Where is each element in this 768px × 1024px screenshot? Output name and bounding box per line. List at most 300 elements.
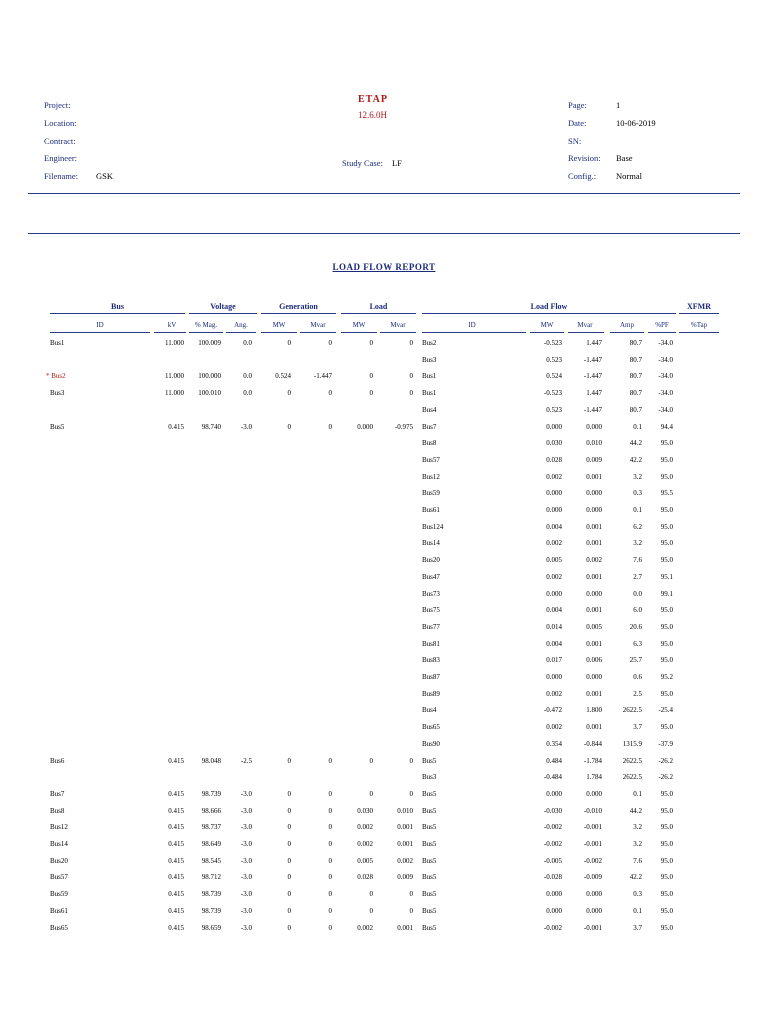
cell-pf: 95.0 <box>660 522 673 531</box>
cell-ang: -3.0 <box>240 823 252 832</box>
cell-ang: -3.0 <box>240 840 252 848</box>
cell-flow-mvar: 0.000 <box>586 589 602 598</box>
cell-kv: 0.415 <box>168 856 184 865</box>
cell-flow-mvar: 0.001 <box>586 689 602 698</box>
cell-load-mvar: 0 <box>409 890 413 899</box>
cell-flow-id: Bus59 <box>422 489 440 498</box>
cell-gen-mw: 0 <box>287 923 291 932</box>
cell-pf: 95.0 <box>660 539 673 548</box>
sub-line-tap <box>679 332 719 333</box>
sub-line-gen-mw <box>261 332 297 333</box>
cell-kv: 11.000 <box>165 372 184 381</box>
cell-amp: 1315.9 <box>622 739 642 748</box>
cell-mag: 98.740 <box>201 422 221 431</box>
cell-flow-mw: 0.002 <box>546 572 562 581</box>
cell-flow-mw: -0.523 <box>543 389 562 398</box>
cell-pf: 95.0 <box>660 455 673 464</box>
col-ang: Ang. <box>234 321 248 329</box>
cell-kv: 0.415 <box>168 890 184 899</box>
group-line-bus <box>50 313 185 314</box>
cell-flow-mvar: 0.001 <box>586 522 602 531</box>
cell-amp: 0.1 <box>633 906 642 915</box>
col-gen-mvar: Mvar <box>310 321 326 329</box>
cell-flow-id: Bus124 <box>422 522 444 531</box>
cell-flow-mvar: -1.784 <box>583 756 602 765</box>
cell-gen-mw: 0 <box>287 422 291 431</box>
cell-pf: 95.2 <box>660 673 673 681</box>
cell-amp: 0.1 <box>633 422 642 431</box>
cell-kv: 0.415 <box>168 906 184 915</box>
cell-flow-mvar: 0.000 <box>586 422 602 431</box>
cell-amp: 6.0 <box>633 606 642 615</box>
cell-pf: -26.2 <box>658 773 673 782</box>
cell-flow-mvar: 0.010 <box>586 439 602 448</box>
cell-gen-mvar: 0 <box>328 923 332 932</box>
cell-pf: 95.0 <box>660 472 673 481</box>
cell-gen-mvar: 0 <box>328 806 332 815</box>
cell-amp: 42.2 <box>629 873 642 882</box>
sub-line-gen-mvar <box>300 332 336 333</box>
cell-mag: 98.545 <box>201 856 221 865</box>
cell-flow-mvar: 0.000 <box>586 506 602 514</box>
cell-flow-id: Bus81 <box>422 639 440 648</box>
cell-flow-id: Bus5 <box>422 873 437 882</box>
cell-flow-mw: 0.354 <box>546 739 562 748</box>
cell-flow-mw: 0.000 <box>546 906 562 915</box>
project-label: Project: <box>44 100 71 110</box>
cell-ang: -3.0 <box>240 906 252 915</box>
cell-flow-mw: 0.000 <box>546 673 562 681</box>
cell-gen-mvar: 0 <box>328 856 332 865</box>
cell-bus-id: Bus65 <box>50 923 68 932</box>
contract-label: Contract: <box>44 136 76 146</box>
cell-flow-mvar: -0.001 <box>583 840 602 848</box>
cell-flow-mw: 0.000 <box>546 506 562 514</box>
cell-flow-mw: 0.002 <box>546 723 562 732</box>
cell-flow-mw: 0.000 <box>546 422 562 431</box>
cell-amp: 0.6 <box>633 673 642 681</box>
cell-flow-mw: 0.000 <box>546 789 562 798</box>
cell-load-mw: 0 <box>369 906 373 915</box>
cell-kv: 0.415 <box>168 823 184 832</box>
cell-bus-id: Bus7 <box>50 789 65 798</box>
cell-load-mvar: 0.001 <box>397 923 413 932</box>
cell-pf: 95.0 <box>660 823 673 832</box>
cell-amp: 0.1 <box>633 506 642 514</box>
cell-gen-mvar: 0 <box>328 422 332 431</box>
cell-ang: -3.0 <box>240 856 252 865</box>
cell-flow-mvar: -1.447 <box>583 355 602 364</box>
cell-ang: -3.0 <box>240 890 252 899</box>
cell-pf: 95.1 <box>660 572 673 581</box>
cell-ang: -3.0 <box>240 806 252 815</box>
cell-flow-mw: -0.472 <box>543 706 562 715</box>
cell-flow-mvar: 0.005 <box>586 622 602 631</box>
cell-flow-mvar: 0.001 <box>586 723 602 732</box>
cell-bus-id: Bus14 <box>50 840 68 848</box>
cell-amp: 44.2 <box>629 439 642 448</box>
cell-ang: 0.0 <box>243 389 252 398</box>
cell-flow-mvar: 0.000 <box>586 489 602 498</box>
cell-pf: 95.0 <box>660 789 673 798</box>
cell-gen-mw: 0 <box>287 756 291 765</box>
cell-load-mw: 0.002 <box>357 840 373 848</box>
cell-flow-mvar: 0.000 <box>586 673 602 681</box>
cell-load-mw: 0.002 <box>357 923 373 932</box>
cell-flow-id: Bus5 <box>422 823 437 832</box>
cell-kv: 0.415 <box>168 840 184 848</box>
cell-ang: 0.0 <box>243 339 252 347</box>
cell-flow-mvar: -0.009 <box>583 873 602 882</box>
cell-ang: -3.0 <box>240 873 252 882</box>
cell-bus-id: Bus5 <box>50 422 65 431</box>
cell-pf: -34.0 <box>658 389 673 398</box>
cell-gen-mw: 0 <box>287 873 291 882</box>
cell-flow-id: Bus5 <box>422 789 437 798</box>
col-amp: Amp <box>620 321 634 329</box>
cell-pf: -37.9 <box>658 739 673 748</box>
sub-line-load-mvar <box>380 332 416 333</box>
sub-line-mag <box>189 332 223 333</box>
cell-kv: 0.415 <box>168 923 184 932</box>
cell-bus-id: Bus8 <box>50 806 65 815</box>
cell-bus-id: Bus57 <box>50 873 68 882</box>
group-generation: Generation <box>279 302 318 311</box>
cell-flow-mw: -0.523 <box>543 339 562 347</box>
cell-kv: 0.415 <box>168 806 184 815</box>
cell-flow-id: Bus5 <box>422 890 437 899</box>
cell-load-mvar: 0.010 <box>397 806 413 815</box>
sub-line-bus-id <box>50 332 150 333</box>
sub-line-flow-id <box>422 332 526 333</box>
cell-load-mvar: 0 <box>409 389 413 398</box>
cell-flow-mw: -0.002 <box>543 823 562 832</box>
cell-flow-mvar: 1.447 <box>586 339 602 347</box>
cell-gen-mvar: 0 <box>328 339 332 347</box>
group-line-voltage <box>189 313 257 314</box>
cell-amp: 2622.5 <box>622 756 642 765</box>
cell-flow-id: Bus73 <box>422 589 440 598</box>
cell-flow-mw: 0.004 <box>546 522 562 531</box>
cell-pf: 95.0 <box>660 873 673 882</box>
cell-pf: 95.0 <box>660 556 673 565</box>
cell-pf: 99.1 <box>660 589 673 598</box>
col-flow-id: ID <box>468 321 476 329</box>
cell-ang: -2.5 <box>240 756 252 765</box>
cell-flow-id: Bus5 <box>422 756 437 765</box>
revision-value: Base <box>616 153 633 163</box>
cell-flow-id: Bus47 <box>422 572 440 581</box>
cell-flow-id: Bus2 <box>422 339 437 347</box>
col-tap: %Tap <box>690 321 708 329</box>
study-case-value: LF <box>392 158 402 168</box>
cell-flow-mvar: 0.006 <box>586 656 602 665</box>
cell-flow-mvar: 1.447 <box>586 389 602 398</box>
cell-amp: 6.2 <box>633 522 642 531</box>
cell-kv: 11.000 <box>165 389 184 398</box>
group-line-load-flow <box>422 313 676 314</box>
cell-flow-id: Bus1 <box>422 372 437 381</box>
sub-line-ang <box>226 332 256 333</box>
cell-flow-mw: 0.000 <box>546 890 562 899</box>
cell-flow-id: Bus1 <box>422 389 437 398</box>
cell-flow-id: Bus14 <box>422 539 440 548</box>
group-line-generation <box>261 313 336 314</box>
col-flow-mvar: Mvar <box>577 321 593 329</box>
cell-bus-id: * Bus2 <box>46 372 66 381</box>
sn-label: SN: <box>568 136 582 146</box>
cell-amp: 80.7 <box>629 389 642 398</box>
cell-gen-mw: 0 <box>287 823 291 832</box>
cell-bus-id: Bus20 <box>50 856 68 865</box>
cell-flow-mvar: 0.000 <box>586 890 602 899</box>
cell-amp: 2.5 <box>633 689 642 698</box>
cell-kv: 0.415 <box>168 422 184 431</box>
cell-bus-id: Bus12 <box>50 823 68 832</box>
cell-amp: 80.7 <box>629 355 642 364</box>
cell-gen-mvar: 0 <box>328 906 332 915</box>
group-voltage: Voltage <box>210 302 236 311</box>
cell-flow-mw: -0.030 <box>543 806 562 815</box>
cell-kv: 0.415 <box>168 873 184 882</box>
cell-flow-mw: 0.004 <box>546 639 562 648</box>
group-line-xfmr <box>679 313 719 314</box>
sub-line-amp <box>610 332 644 333</box>
cell-amp: 80.7 <box>629 339 642 347</box>
cell-amp: 20.6 <box>629 622 642 631</box>
cell-flow-id: Bus5 <box>422 906 437 915</box>
cell-flow-mw: 0.484 <box>546 756 562 765</box>
cell-mag: 98.048 <box>201 756 221 765</box>
app-name: ETAP <box>358 94 388 105</box>
cell-load-mw: 0 <box>369 890 373 899</box>
cell-flow-mvar: -0.844 <box>583 739 602 748</box>
cell-load-mw: 0 <box>369 372 373 381</box>
cell-flow-mw: 0.523 <box>546 355 562 364</box>
cell-pf: 95.5 <box>660 489 673 498</box>
cell-ang: -3.0 <box>240 923 252 932</box>
cell-flow-id: Bus7 <box>422 422 437 431</box>
cell-amp: 3.2 <box>633 840 642 848</box>
sub-line-flow-mvar <box>568 332 604 333</box>
cell-flow-id: Bus5 <box>422 840 437 848</box>
cell-flow-mvar: 0.001 <box>586 639 602 648</box>
cell-load-mw: 0.028 <box>357 873 373 882</box>
cell-flow-mw: 0.028 <box>546 455 562 464</box>
cell-flow-id: Bus57 <box>422 455 440 464</box>
cell-pf: 95.0 <box>660 506 673 514</box>
cell-pf: 95.0 <box>660 723 673 732</box>
cell-load-mw: 0.000 <box>357 422 373 431</box>
cell-load-mvar: 0 <box>409 906 413 915</box>
header-divider-bottom <box>28 233 740 234</box>
cell-flow-id: Bus75 <box>422 606 440 615</box>
cell-flow-mvar: 0.000 <box>586 789 602 798</box>
cell-load-mvar: 0 <box>409 339 413 347</box>
cell-pf: 95.0 <box>660 856 673 865</box>
cell-flow-id: Bus3 <box>422 355 437 364</box>
cell-gen-mw: 0 <box>287 789 291 798</box>
cell-flow-mvar: 0.000 <box>586 906 602 915</box>
cell-bus-id: Bus6 <box>50 756 65 765</box>
cell-load-mw: 0 <box>369 789 373 798</box>
header-divider-top <box>28 193 740 194</box>
cell-load-mw: 0 <box>369 756 373 765</box>
cell-kv: 0.415 <box>168 756 184 765</box>
report-title: LOAD FLOW REPORT <box>332 262 436 272</box>
group-line-load <box>341 313 416 314</box>
cell-pf: -34.0 <box>658 372 673 381</box>
cell-mag: 98.712 <box>201 873 221 882</box>
cell-amp: 3.2 <box>633 539 642 548</box>
sub-line-load-mw <box>341 332 377 333</box>
col-load-mw: MW <box>352 321 366 329</box>
cell-flow-mw: 0.002 <box>546 539 562 548</box>
cell-pf: 95.0 <box>660 656 673 665</box>
cell-amp: 3.7 <box>633 923 642 932</box>
col-pf: %PF <box>655 321 669 329</box>
cell-flow-mvar: 1.800 <box>586 706 602 715</box>
filename-label: Filename: <box>44 171 78 181</box>
cell-flow-id: Bus4 <box>422 405 437 414</box>
cell-load-mw: 0.030 <box>357 806 373 815</box>
page-label: Page: <box>568 100 587 110</box>
cell-pf: 95.0 <box>660 689 673 698</box>
cell-flow-id: Bus83 <box>422 656 440 665</box>
app-version: 12.6.0H <box>358 110 387 120</box>
cell-flow-mvar: 0.002 <box>586 556 602 565</box>
cell-pf: -34.0 <box>658 405 673 414</box>
cell-flow-mw: -0.002 <box>543 840 562 848</box>
cell-flow-id: Bus5 <box>422 856 437 865</box>
cell-gen-mvar: 0 <box>328 789 332 798</box>
cell-flow-mvar: 0.001 <box>586 606 602 615</box>
cell-gen-mw: 0 <box>287 856 291 865</box>
cell-pf: 95.0 <box>660 890 673 899</box>
cell-mag: 100.010 <box>198 389 221 398</box>
cell-gen-mw: 0 <box>287 806 291 815</box>
cell-gen-mvar: 0 <box>328 823 332 832</box>
cell-ang: -3.0 <box>240 789 252 798</box>
cell-flow-mvar: -1.447 <box>583 405 602 414</box>
cell-gen-mw: 0 <box>287 840 291 848</box>
cell-amp: 2.7 <box>633 572 642 581</box>
cell-mag: 100.000 <box>198 372 221 381</box>
cell-flow-mvar: 0.001 <box>586 472 602 481</box>
cell-flow-mvar: -1.447 <box>583 372 602 381</box>
config-label: Config.: <box>568 171 597 181</box>
group-load-flow: Load Flow <box>530 302 568 311</box>
config-value: Normal <box>616 171 642 181</box>
cell-mag: 98.739 <box>201 890 221 899</box>
cell-pf: 95.0 <box>660 906 673 915</box>
cell-load-mw: 0 <box>369 389 373 398</box>
cell-load-mw: 0.005 <box>357 856 373 865</box>
cell-pf: 95.0 <box>660 639 673 648</box>
revision-label: Revision: <box>568 153 601 163</box>
cell-gen-mvar: 0 <box>328 840 332 848</box>
cell-gen-mw: 0 <box>287 339 291 347</box>
cell-load-mvar: 0.001 <box>397 823 413 832</box>
cell-gen-mvar: -1.447 <box>313 372 332 381</box>
cell-amp: 25.7 <box>629 656 642 665</box>
cell-flow-id: Bus12 <box>422 472 440 481</box>
cell-pf: 95.0 <box>660 439 673 448</box>
group-bus: Bus <box>111 302 124 311</box>
cell-flow-id: Bus90 <box>422 739 440 748</box>
cell-load-mvar: 0.002 <box>397 856 413 865</box>
cell-ang: 0.0 <box>243 372 252 381</box>
cell-flow-mw: 0.002 <box>546 689 562 698</box>
cell-mag: 98.739 <box>201 906 221 915</box>
cell-flow-id: Bus65 <box>422 723 440 732</box>
col-kv: kV <box>167 321 177 329</box>
cell-flow-id: Bus5 <box>422 923 437 932</box>
cell-pf: -25.4 <box>658 706 673 715</box>
cell-amp: 0.3 <box>633 489 642 498</box>
cell-flow-mvar: -0.002 <box>583 856 602 865</box>
cell-flow-id: Bus89 <box>422 689 440 698</box>
col-mag: % Mag. <box>194 321 218 329</box>
col-load-mvar: Mvar <box>390 321 406 329</box>
group-xfmr: XFMR <box>687 302 711 311</box>
cell-kv: 11.000 <box>165 339 184 347</box>
cell-amp: 2622.5 <box>622 706 642 715</box>
cell-bus-id: Bus1 <box>50 339 65 347</box>
cell-flow-id: Bus4 <box>422 706 437 715</box>
cell-flow-id: Bus20 <box>422 556 440 565</box>
cell-flow-mw: 0.014 <box>546 622 562 631</box>
cell-flow-mw: -0.484 <box>543 773 562 782</box>
cell-flow-id: Bus5 <box>422 806 437 815</box>
date-label: Date: <box>568 118 587 128</box>
cell-flow-mw: 0.005 <box>546 556 562 565</box>
cell-pf: 95.0 <box>660 806 673 815</box>
cell-bus-id: Bus59 <box>50 890 68 899</box>
cell-gen-mvar: 0 <box>328 756 332 765</box>
cell-load-mw: 0 <box>369 339 373 347</box>
location-label: Location: <box>44 118 77 128</box>
cell-pf: 95.0 <box>660 840 673 848</box>
cell-amp: 3.7 <box>633 723 642 732</box>
cell-flow-mw: -0.028 <box>543 873 562 882</box>
cell-amp: 80.7 <box>629 372 642 381</box>
cell-gen-mvar: 0 <box>328 890 332 899</box>
cell-amp: 44.2 <box>629 806 642 815</box>
cell-flow-mw: 0.004 <box>546 606 562 615</box>
cell-flow-id: Bus61 <box>422 506 440 514</box>
cell-amp: 80.7 <box>629 405 642 414</box>
cell-load-mw: 0.002 <box>357 823 373 832</box>
cell-flow-mw: 0.524 <box>546 372 562 381</box>
cell-flow-id: Bus87 <box>422 673 440 681</box>
cell-kv: 0.415 <box>168 789 184 798</box>
cell-load-mvar: 0 <box>409 756 413 765</box>
cell-amp: 42.2 <box>629 455 642 464</box>
cell-mag: 100.009 <box>198 339 221 347</box>
cell-mag: 98.737 <box>201 823 221 832</box>
cell-gen-mvar: 0 <box>328 389 332 398</box>
col-flow-mw: MW <box>540 321 554 329</box>
cell-amp: 3.2 <box>633 823 642 832</box>
cell-amp: 6.3 <box>633 639 642 648</box>
cell-pf: -34.0 <box>658 339 673 347</box>
engineer-label: Engineer: <box>44 153 78 163</box>
study-case-label: Study Case: <box>342 158 383 168</box>
cell-flow-mvar: -0.001 <box>583 823 602 832</box>
cell-bus-id: Bus3 <box>50 389 65 398</box>
cell-flow-mw: 0.000 <box>546 489 562 498</box>
